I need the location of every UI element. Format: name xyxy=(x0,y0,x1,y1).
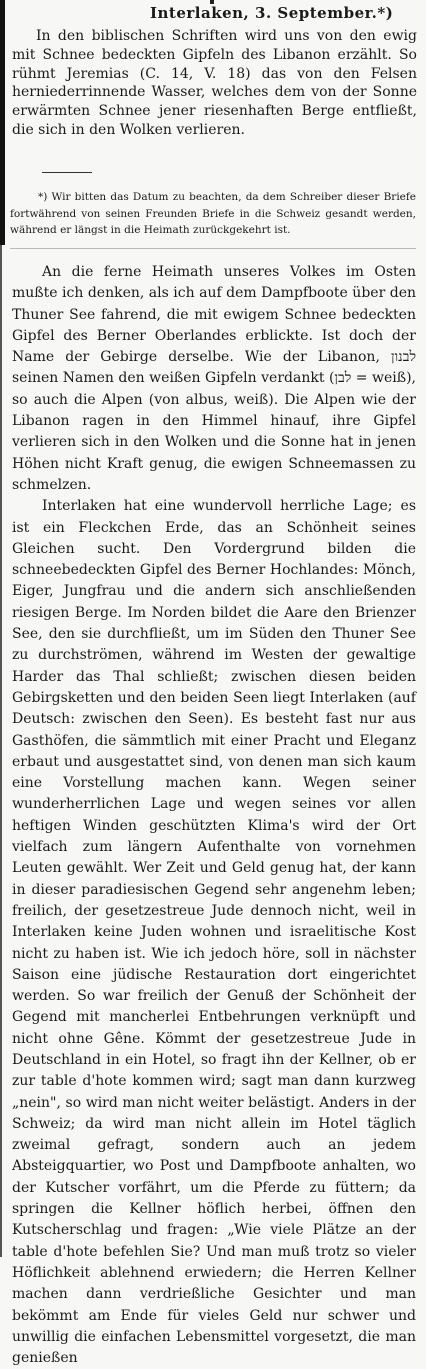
footnote xyxy=(10,189,416,239)
footnote-text: *) Wir bitten das Datum zu beachten, da dem Schreiber dieser Briefe fortwährend von seinen Freunden Briefe in die Schweiz gesandt werden, während er längst in die Heimath zurückgekehrt ist. xyxy=(10,191,416,236)
page-edge-dark xyxy=(0,0,5,245)
column-separator xyxy=(10,248,416,249)
body-paragraph xyxy=(12,262,416,496)
body-paragraph xyxy=(12,496,416,1369)
article-body xyxy=(12,262,416,1369)
body-paragraph-text: An die ferne Heimath unseres Volkes im Osten mußte ich denken, als ich auf dem Dampfboote über den Thuner See fahrend, die mit ewigem Schnee bedeckten Gipfel des Berner Oberlandes erblickte. Ist doch der Name der Gebirge derselbe. Wie der Libanon, לבנון seinen Namen den weißen Gipfeln verdankt (לבן = weiß), so auch die Alpen (von albus, weiß). Die Alpen wie der Libanon ragen in den Himmel hinauf, ihre Gipfel verlieren sich in den Wolken und die Sonne hat in jenen Höhen nicht Kraft genug, die ewigen Schneemassen zu schmelzen. xyxy=(12,264,416,493)
dateline: Interlaken, 3. September.*) xyxy=(150,4,394,22)
footnote-separator xyxy=(42,172,92,173)
intro-paragraph xyxy=(12,27,417,140)
page-edge-thin xyxy=(0,245,2,1257)
body-paragraph-text: Interlaken hat eine wundervoll herrliche Lage; es ist ein Fleckchen Erde, das an Schönheit seines Gleichen sucht. Den Vordergrund bilden die schneebedeckten Gipfel des Berner Hochlandes: Mönch, Eiger, Jungfrau und die andern sich anschließenden riesigen Berge. Im Norden bildet die Aare den Brienzer See, den sie durchfließt, um im Süden den Thuner See zu durchströmen, während im Westen der gewaltige Harder das Thal schließt; zwischen diesen beiden Gebirgsketten und den beiden Seen liegt Interlaken (auf Deutsch: zwischen den Seen). Es besteht fast nur aus Gasthöfen, die sämmtlich mit einer Pracht und Eleganz erbaut und ausgestattet sind, von denen man sich kaum eine Vorstellung machen kann. Wegen seiner wunderherrlichen Lage und wegen seines vor allen heftigen Winden geschützten Klima's wird der Ort vielfach zum längern Aufenthalte von vornehmen Leuten gewählt. Wer Zeit und Geld genug hat, der kann in dieser paradiesischen Gegend sehr angenehm leben; freilich, der gesetzestreue Jude dennoch nicht, weil in Interlaken keine Juden wohnen und israelitische Kost nicht zu haben ist. Wie ich jedoch höre, soll in nächster Saison eine jüdische Restauration dort eingerichtet werden. So war freilich der Genuß der Schönheit der Gegend mit mancherlei Entbehrungen verknüpft und nicht ohne Gêne. Kömmt der gesetzestreue Jude in Deutschland in ein Hotel, so fragt ihn der Kellner, ob er zur table d'hote kommen wird; sagt man dann kurzweg „nein", so wird man nicht weiter belästigt. Anders in der Schweiz; da wird man nicht allein im Hotel täglich zweimal gefragt, sondern auch an jedem Absteigquartier, wo Post und Dampfboote anhalten, wo der Kutscher vorfährt, um die Pferde zu füttern; da springen die Kellner höflich herbei, öffnen den Kutscherschlag und fragen: „Wie viele Plätze an der table d'hote befehlen Sie? Und man muß trotz so vieler Höflichkeit ablehnend erwiedern; die Herren Kellner machen dann verdrießliche Gesichter und man bekömmt am Ende für vieles Geld nur schwer und unwillig die einfachen Lebensmittel vorgesetzt, die man genießen xyxy=(12,498,416,1367)
intro-text: In den biblischen Schriften wird uns von den ewig mit Schnee bedeckten Gipfeln des Libanon erzählt. So rühmt Jeremias (C. 14, V. 18) das von den Felsen herniederrinnende Wasser, welches dem von der Sonne erwärmten Schnee jener riesenhaften Berge entfließt, die sich in den Wolken verlieren. xyxy=(12,28,417,138)
